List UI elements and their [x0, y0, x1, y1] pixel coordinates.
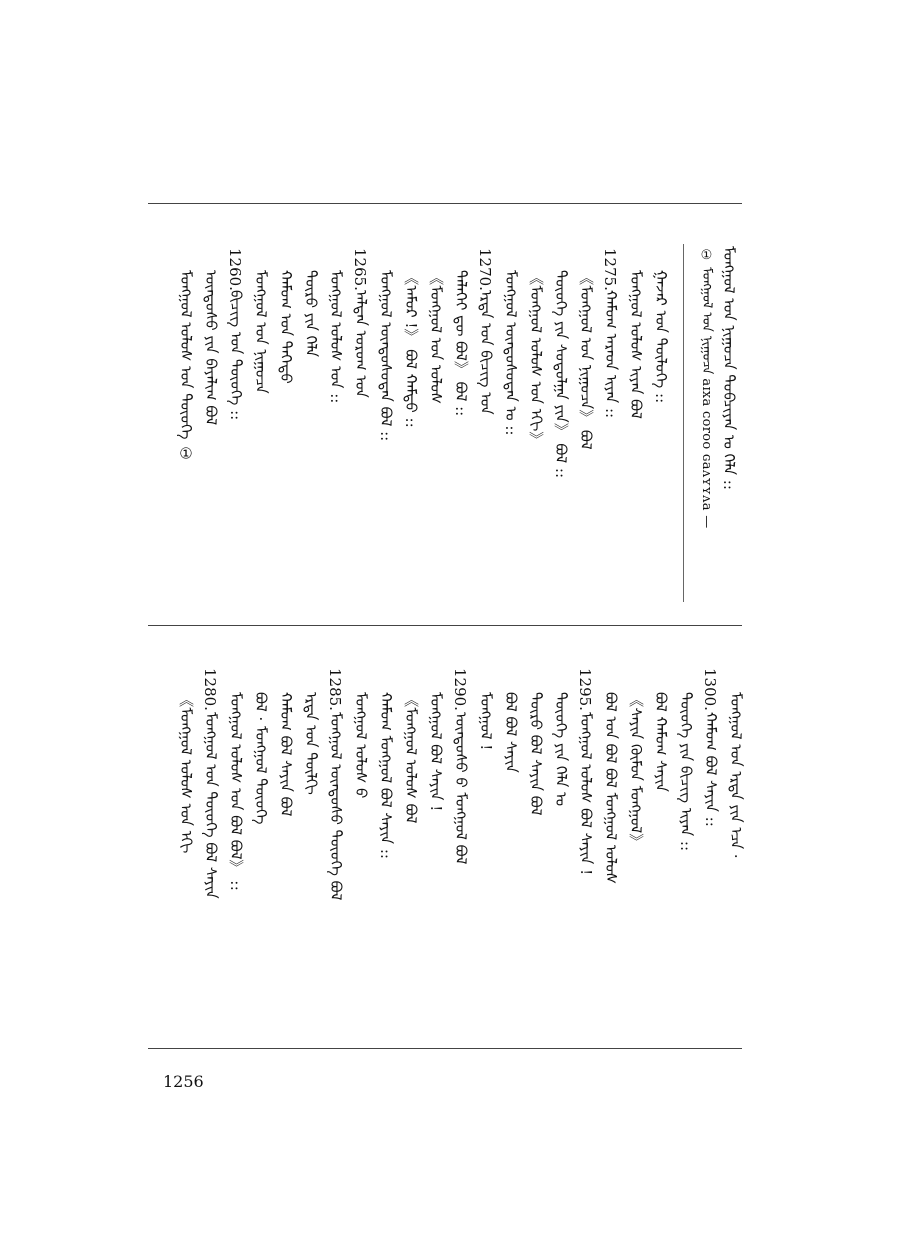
verse-column: ᠮᠣᠩᠭᠣᠯ ᠦᠨᠳᠦᠰᠦᠲᠡᠨ ᠪᠣᠯ ::	[377, 270, 395, 442]
verse-column: 《ᠮᠣᠩᠭᠣᠯ ᠤᠯᠤᠰ ᠤᠨ ᠡᠬᠢ	[177, 692, 195, 854]
verse-column: ᠭᠠᠵᠠᠷ ᠤᠨ ᠲᠥᠯᠦᠭᠡ ::	[652, 270, 670, 404]
verse-column: ᠬᠠᠮᠤᠭ ᠠᠷᠠᠳ ᠢᠶᠡᠨ ::	[602, 290, 620, 419]
verse-column: 《ᠠᠮᠤᠷ !》 ᠪᠣᠯ ᠬᠠᠮᠲᠤ ::	[402, 270, 420, 428]
verse-column: 《ᠮᠣᠩᠭᠣᠯ ᠤᠨ ᠤᠯᠤᠰ	[427, 270, 445, 404]
line-number: 1265.	[351, 248, 369, 291]
verse-column: ᠮᠣᠩᠭᠣᠯ ᠤᠯᠤᠰ ᠤᠨ ᠪᠣᠯ ᠪᠣᠯ》 ::	[227, 692, 245, 892]
verse-column: ᠮᠣᠩᠭᠣᠯ ᠤᠯᠤᠰ ᠪᠣᠯ ᠰᠠᠶᠢᠨ !	[577, 712, 595, 876]
verse-column: ᠮᠣᠩᠭᠣᠯ ᠤᠯᠤᠰ ᠤᠨ ::	[327, 270, 345, 404]
footnote-separator	[683, 244, 684, 602]
verse-column: ᠬᠠᠮᠤᠭ ᠮᠣᠩᠭᠣᠯ ᠪᠣᠯ ᠰᠠᠶᠢᠨ ::	[377, 692, 395, 859]
line-number: 1300.	[701, 668, 719, 711]
footnote: ① ᠮᠣᠩᠭᠣᠯ ᠤᠨ ᠨᠢᠭᠤᠴᠠ aɪxa ᴄoroo ɢaʌʏʏʌa —	[699, 248, 714, 529]
verse-column: ᠬᠠᠮᠤᠭ ᠤᠨ ᠳᠡᠭᠡᠳᠦ	[277, 270, 295, 384]
verse-column: 《ᠮᠣᠩᠭᠣᠯ ᠤᠨ ᠨᠢᠭᠤᠴᠠ》 ᠪᠣᠯ	[577, 270, 595, 450]
middle-rule	[148, 625, 742, 626]
verse-column: ᠦᠨᠳᠦᠰᠦ ᠪ ᠮᠣᠩᠭᠣᠯ ᠪᠣᠯ	[452, 712, 470, 865]
verse-column: ᠦᠨᠳᠦᠰᠦ ᠶᠢᠨ ᠪᠠᠶᠠᠯᠢᠭ ᠪᠣᠯ	[202, 270, 220, 426]
verse-column: ᠲᠥᠷᠥ ᠪᠣᠯ ᠰᠠᠶᠢᠨ ᠪᠣᠯ	[527, 692, 545, 816]
verse-column: ᠮᠣᠩᠭᠣᠯ !	[477, 692, 495, 751]
verse-column: ᠬᠠᠮᠤᠭ ᠪᠣᠯ ᠰᠠᠶᠢᠨ ᠪᠣᠯ	[277, 692, 295, 817]
verse-column: ᠮᠣᠩᠭᠣᠯ ᠤᠯᠤᠰ ᠤᠨ ᠲᠦᠦᠬᠡ ①	[177, 270, 195, 463]
verse-column: ᠡᠷᠲᠡ ᠤᠨ ᠲᠦᠯᠬᠢ	[302, 692, 320, 795]
line-number: 1280.	[201, 668, 219, 711]
verse-column: ᠮᠣᠩᠭᠣᠯ ᠪᠣᠯ ᠰᠠᠶᠢᠨ !	[427, 692, 445, 812]
verse-column: ᠮᠣᠩᠭᠣᠯ ᠤᠨ ᠨᠢᠭᠤᠴᠠ	[252, 270, 270, 394]
verse-column: 《ᠰᠠᠶᠢᠨ ᠬᠦᠮᠦᠨ ᠮᠣᠩᠭᠣᠯ》	[627, 692, 645, 849]
verse-column: ᠲᠥᠷᠥ ᠶᠢᠨ ᠬᠡᠯᠡ	[302, 270, 320, 358]
verse-column: 《ᠮᠣᠩᠭᠣᠯ ᠤᠯᠤᠰ ᠤᠨ ᠡᠬᠢ》	[527, 270, 545, 447]
verse-column: ᠮᠣᠩᠭᠣᠯ ᠦᠨᠳᠦᠰᠦᠲᠡᠨ ᠤ ::	[502, 270, 520, 436]
verse-column: ᠮᠣᠩᠭᠣᠯ ᠤᠯᠤᠰ ᠪ	[352, 692, 370, 799]
verse-column: ᠪᠢᠴᠢᠭ ᠤᠨ ᠲᠦᠦᠬᠡ ::	[227, 290, 245, 421]
page-number: 1256	[163, 1072, 204, 1091]
running-title: ᠮᠣᠩᠭᠣᠯ ᠤᠨ ᠨᠢᠭᠤᠴᠠ ᠲᠣᠪᠴᠢᠶᠠᠨ ᠤ ᠬᠡᠯᠡ ::	[720, 246, 738, 490]
verse-column: ᠮᠣᠩᠭᠣᠯ ᠦᠨᠳᠦᠰᠦ ᠲᠦᠦᠬᠡ ᠪᠣᠯ	[327, 712, 345, 901]
verse-column: ᠲᠦᠦᠬᠡ ᠶᠢᠨ ᠬᠡᠯᠡ ᠤ	[552, 692, 570, 807]
verse-column: ᠠᠯᠲᠠᠨ ᠤᠷᠤᠭ ᠤᠨ	[352, 290, 370, 398]
verse-column: ᠳᠡᠯᠡᠬᠡᠢ ᠳᠦ ᠪᠣᠯ》 ᠪᠣᠯ ::	[452, 270, 470, 417]
line-number: 1270.	[476, 248, 494, 291]
verse-column: ᠲᠦᠦᠬᠡ ᠶᠢᠨ ᠪᠢᠴᠢᠭ ᠢᠶᠠᠨ ::	[677, 692, 695, 852]
verse-column: ᠮᠣᠩᠭᠣᠯ ᠤᠨ ᠲᠦᠦᠬᠡ ᠪᠣᠯ ᠰᠠᠶᠢᠨ	[202, 712, 220, 899]
line-number: 1285.	[326, 668, 344, 711]
verse-column: ᠡᠷᠲᠡ ᠤᠨ ᠪᠢᠴᠢᠭ ᠤᠨ	[477, 290, 495, 415]
verse-column: ᠪᠣᠯ ᠬᠠᠮᠤᠭ ᠰᠠᠶᠢᠨ	[652, 692, 670, 792]
line-number: 1275.	[601, 248, 619, 291]
verse-column: ᠮᠣᠩᠭᠣᠯ ᠤᠯᠤᠰ ᠢᠶᠠᠨ ᠪᠣᠯ	[627, 270, 645, 419]
verse-column: ᠪᠣᠯ ᠤᠨ ᠪᠣᠯ ᠪᠣᠯ ᠮᠣᠩᠭᠣᠯ ᠤᠯᠤᠰ	[602, 692, 620, 884]
line-number: 1290.	[451, 668, 469, 711]
verse-column: ᠲᠦᠦᠬᠡ ᠶᠢᠨ ᠰᠤᠳᠤᠯᠭᠠ ᠶᠢᠨ》 ᠪᠣᠯ ::	[552, 270, 570, 479]
top-rule	[148, 203, 742, 204]
verse-column: 《ᠮᠣᠩᠭᠣᠯ ᠤᠯᠤᠰ ᠪᠣᠯ	[402, 692, 420, 824]
line-number: 1260.	[226, 248, 244, 291]
verse-column: ᠪᠣᠯ · ᠮᠣᠩᠭᠣᠯ ᠲᠦᠦᠬᠡ	[252, 692, 270, 825]
verse-column: ᠪᠣᠯ ᠪᠣᠯ ᠰᠠᠶᠢᠨ	[502, 692, 520, 773]
line-number: 1295.	[576, 668, 594, 711]
verse-column: ᠮᠣᠩᠭᠣᠯ ᠤᠨ ᠡᠷᠲᠡ ᠶᠢᠨ ᠡᠴᠡ ·	[727, 692, 745, 859]
verse-column: ᠬᠠᠮᠤᠭ ᠪᠣᠯ ᠰᠠᠶᠢᠨ ::	[702, 712, 720, 827]
bottom-rule	[148, 1048, 742, 1049]
